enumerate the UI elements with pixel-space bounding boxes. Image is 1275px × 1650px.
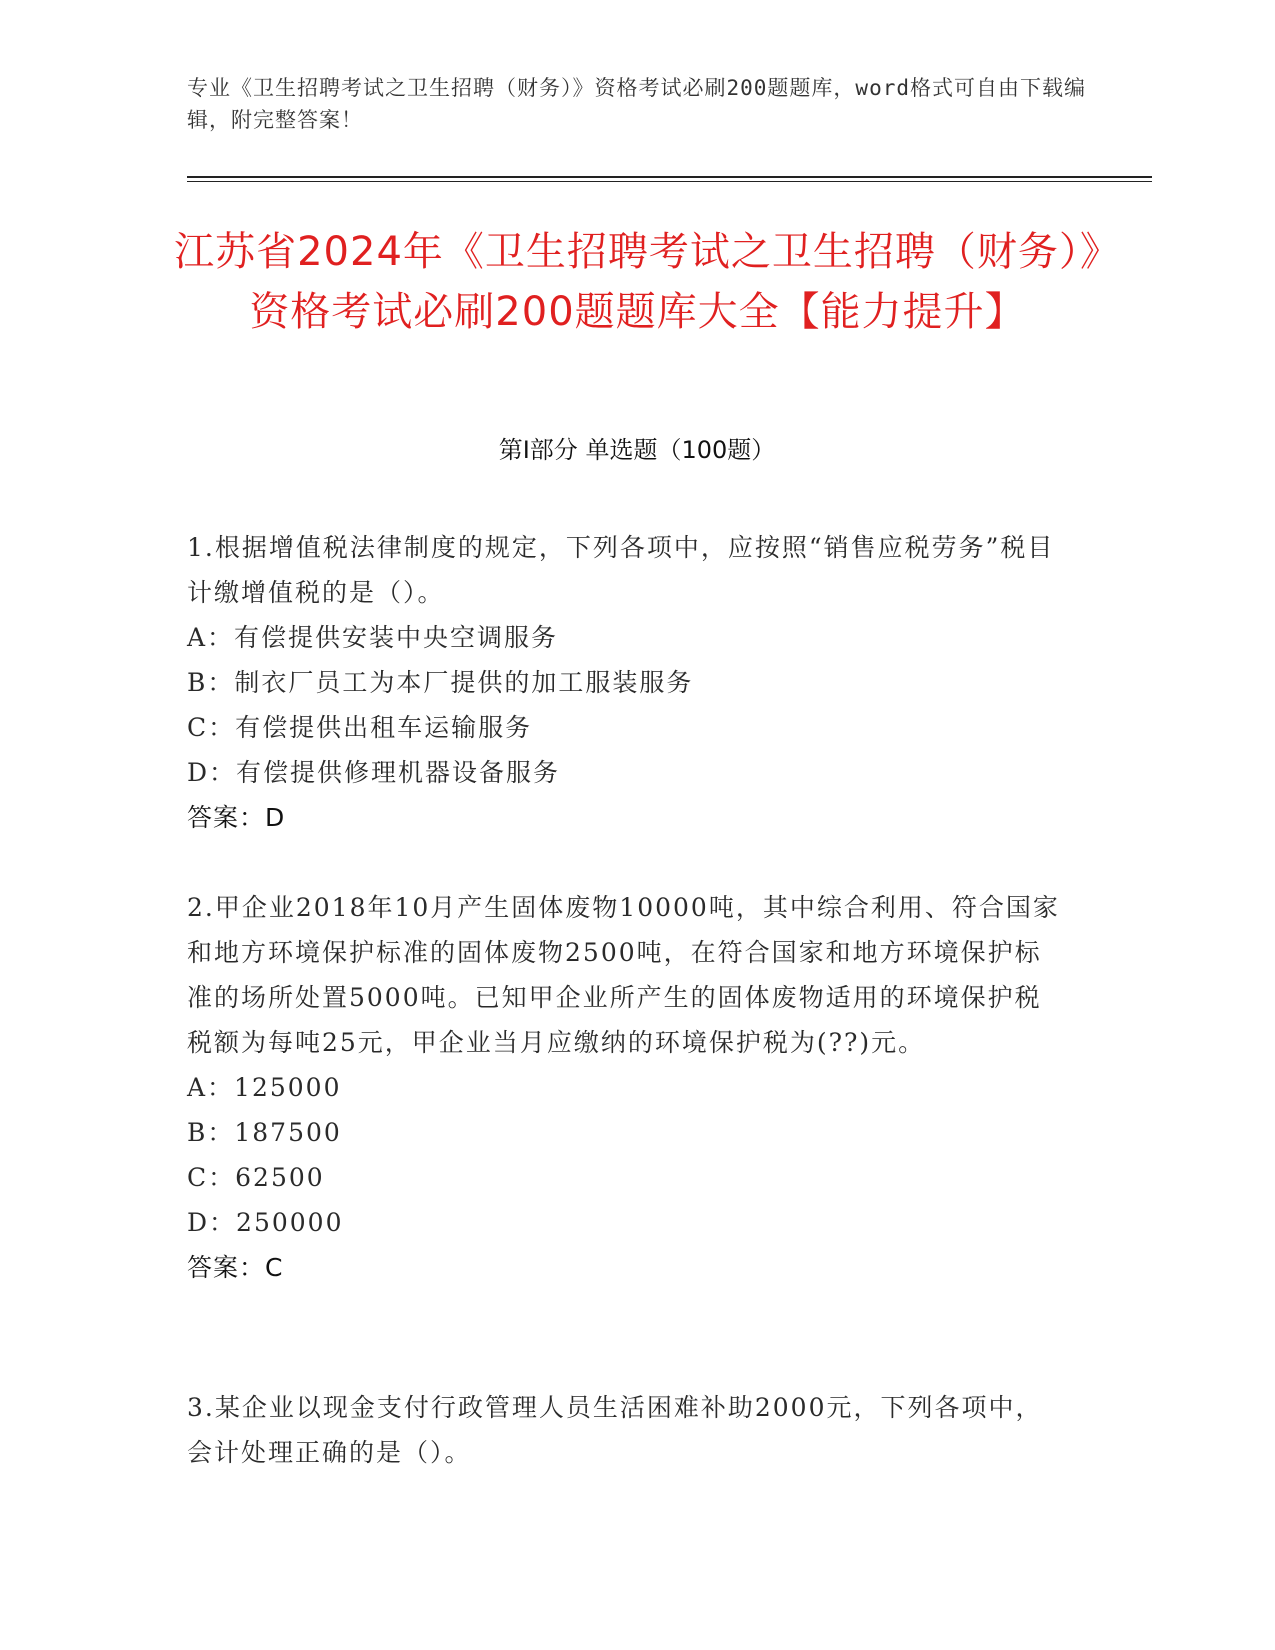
header-divider-thin: [187, 181, 1152, 182]
header-note: 专业《卫生招聘考试之卫生招聘（财务）》资格考试必刷200题题库，word格式可自由下载编辑，附完整答案！: [187, 76, 1086, 132]
option-c: C：62500: [187, 1163, 325, 1192]
question-stem: 1.根据增值税法律制度的规定，下列各项中，应按照“销售应税劳务”税目计缴增值税的是（）。: [187, 533, 1055, 607]
question-1: [187, 525, 1067, 840]
option-b: B：187500: [187, 1118, 342, 1147]
option-c: C：有偿提供出租车运输服务: [187, 713, 533, 742]
option-b: B：制衣厂员工为本厂提供的加工服装服务: [187, 668, 694, 697]
question-2: [187, 885, 1067, 1290]
option-a: A：有偿提供安装中央空调服务: [187, 623, 559, 652]
answer: 答案：C: [187, 1253, 284, 1282]
header-divider-thick: [187, 176, 1152, 178]
option-d: D：有偿提供修理机器设备服务: [187, 758, 561, 787]
document-title: 江苏省2024年《卫生招聘考试之卫生招聘（财务）》资格考试必刷200题题库大全【能力提升】: [174, 229, 1101, 335]
option-a: A：125000: [187, 1073, 342, 1102]
answer: 答案：D: [187, 803, 286, 832]
section-title: 第Ⅰ部分 单选题（100题）: [498, 436, 776, 464]
question-stem: 2.甲企业2018年10月产生固体废物10000吨，其中综合利用、符合国家和地方环境保护标准的固体废物2500吨，在符合国家和地方环境保护标准的场所处置5000吨。已知甲企业所产生的固体废物适用的环境保护税税额为每吨25元，甲企业当月应缴纳的环境保护税为(??)元。: [187, 893, 1060, 1057]
option-d: D：250000: [187, 1208, 344, 1237]
question-3: [187, 1385, 1067, 1475]
question-stem: 3.某企业以现金支付行政管理人员生活困难补助2000元，下列各项中，会计处理正确的是（）。: [187, 1393, 1043, 1467]
